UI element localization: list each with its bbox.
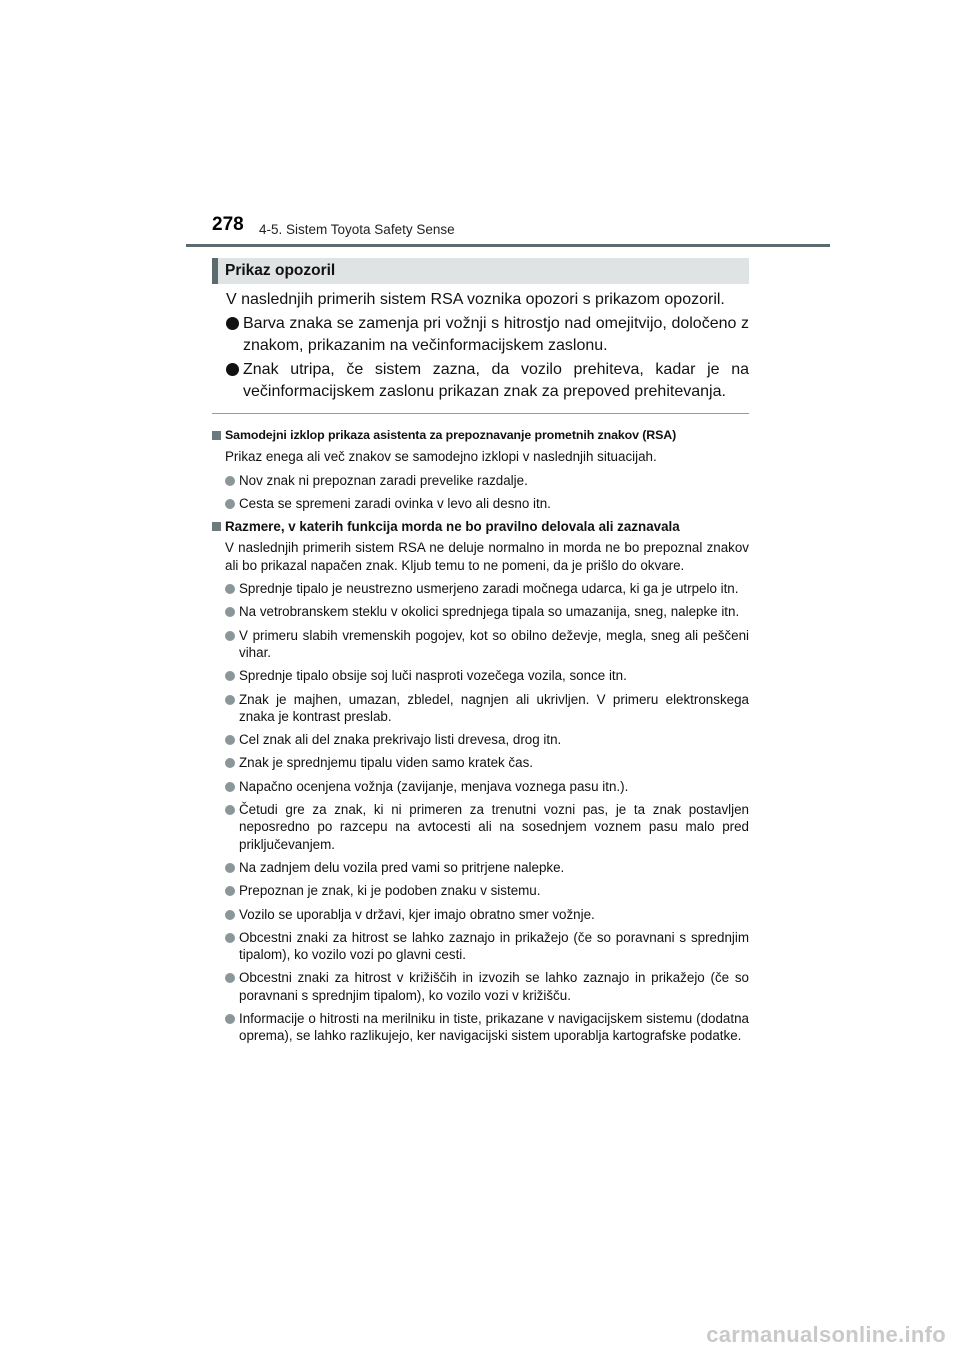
- square-bullet-icon: [212, 431, 221, 440]
- watermark: carmanualsonline.info: [706, 1322, 946, 1347]
- bullet-dot-icon: [225, 671, 235, 681]
- note-heading: [212, 518, 749, 535]
- bullet-dot-icon: [225, 584, 235, 594]
- box-divider: [212, 413, 749, 414]
- notes-section: [212, 427, 749, 1051]
- page-number: 278: [212, 214, 244, 235]
- bullet-dot-icon: [225, 910, 235, 920]
- bullet-dot-icon: [225, 782, 235, 792]
- list-item: [212, 882, 749, 899]
- list-item-text: Na vetrobranskem steklu v okolici sprednjega tipala so umazanija, sneg, nalepke itn.: [239, 604, 740, 620]
- list-item-text: Sprednje tipalo je neustrezno usmerjeno zaradi močnega udarca, ki ga je utrpelo itn.: [239, 581, 739, 597]
- bullet-dot-icon: [225, 631, 235, 641]
- bullet-dot-icon: [225, 499, 235, 509]
- list-item-text: Četudi gre za znak, ki ni primeren za trenutni vozni pas, je ta znak postavljen neposredno po razcepu na avtocesti ali na sosednjem voznem pasu malo pred priključevanjem.: [239, 802, 749, 852]
- box-bullet: [212, 359, 749, 403]
- bullet-dot-icon: [225, 735, 235, 745]
- note-heading-text: Razmere, v katerih funkcija morda ne bo pravilno delovala ali zaznavala: [225, 519, 680, 535]
- box-intro: V naslednjih primerih sistem RSA voznika opozori s prikazom opozoril.: [226, 291, 725, 308]
- bullet-dot-icon: [225, 476, 235, 486]
- header-divider: [186, 244, 830, 247]
- list-item-text: Vozilo se uporablja v državi, kjer imajo obratno smer vožnje.: [239, 906, 595, 922]
- bullet-dot-icon: [225, 607, 235, 617]
- list-item: [212, 906, 749, 923]
- list-item-text: V primeru slabih vremenskih pogojev, kot so obilno deževje, megla, sneg ali peščeni vihar.: [239, 627, 749, 660]
- section-label: 4-5. Sistem Toyota Safety Sense: [259, 222, 455, 237]
- list-item-text: Informacije o hitrosti na merilniku in tiste, prikazane v navigacijskem sistemu (dodatna oprema), se lahko razlikujejo, ker navigacijski sistem uporablja kartografske podatke.: [239, 1011, 749, 1044]
- page-header: [212, 214, 772, 240]
- box-bullet: [212, 313, 749, 357]
- list-item: [212, 778, 749, 795]
- list-item: [212, 969, 749, 1004]
- list-item-text: Napačno ocenjena vožnja (zavijanje, menjava voznega pasu itn.).: [239, 778, 629, 794]
- box-body: [212, 289, 749, 403]
- list-item: [212, 691, 749, 726]
- list-item: [212, 754, 749, 771]
- bullet-dot-icon: [225, 933, 235, 943]
- bullet-dot-icon: [225, 886, 235, 896]
- list-item: [212, 603, 749, 620]
- note-text: V naslednjih primerih sistem RSA ne deluje normalno in morda ne bo prepoznal znakov ali bo prikazal napačen znak. Kljub temu to ne pomeni, da je prišlo do okvare.: [225, 540, 749, 573]
- box-title-text: Prikaz opozoril: [225, 262, 336, 279]
- bullet-dot-icon: [225, 863, 235, 873]
- bullet-dot-icon: [225, 973, 235, 983]
- list-item-text: Obcestni znaki za hitrost se lahko zaznajo in prikažejo (če so poravnani s sprednjim tipalom), ko vozilo vozi po glavni cesti.: [239, 929, 749, 963]
- list-item: [212, 495, 749, 512]
- list-item: [212, 929, 749, 964]
- list-item: [212, 667, 749, 684]
- bullet-dot-icon: [225, 805, 235, 815]
- note-text: Prikaz enega ali več znakov se samodejno izklopi v naslednjih situacijah.: [225, 449, 657, 465]
- list-item: [212, 859, 749, 876]
- title-accent-bar: [212, 258, 218, 284]
- list-item: [212, 472, 749, 489]
- bullet-dot-icon: [226, 363, 239, 376]
- box-bullet-text: Znak utripa, če sistem zazna, da vozilo prehiteva, kadar je na večinformacijskem zaslonu prikazan znak za prepoved prehitevanja.: [243, 361, 749, 400]
- list-item-text: Na zadnjem delu vozila pred vami so pritrjene nalepke.: [239, 859, 565, 875]
- list-item: [212, 801, 749, 853]
- list-item: [212, 627, 749, 662]
- note-heading-text: Samodejni izklop prikaza asistenta za prepoznavanje prometnih znakov (RSA): [225, 428, 677, 442]
- box-title: [212, 258, 749, 284]
- bullet-dot-icon: [225, 695, 235, 705]
- list-item-text: Znak je majhen, umazan, zbledel, nagnjen ali ukrivljen. V primeru elektronskega znaka je kontrast preslab.: [239, 691, 749, 724]
- note-heading: [212, 427, 749, 444]
- bullet-dot-icon: [225, 758, 235, 768]
- list-item-text: Cesta se spremeni zaradi ovinka v levo ali desno itn.: [239, 495, 551, 511]
- bullet-dot-icon: [226, 317, 239, 330]
- box-bullet-text: Barva znaka se zamenja pri vožnji s hitrostjo nad omejitvijo, določeno z znakom, prikazanim na večinformacijskem zaslonu.: [243, 315, 749, 354]
- bullet-dot-icon: [225, 1014, 235, 1024]
- list-item-text: Prepoznan je znak, ki je podoben znaku v sistemu.: [239, 883, 541, 899]
- square-bullet-icon: [212, 522, 221, 531]
- list-item-text: Sprednje tipalo obsije soj luči nasproti vozečega vozila, sonce itn.: [239, 668, 627, 684]
- list-item-text: Nov znak ni prepoznan zaradi prevelike razdalje.: [239, 472, 528, 488]
- list-item-text: Znak je sprednjemu tipalu viden samo kratek čas.: [239, 755, 533, 771]
- list-item: [212, 580, 749, 597]
- list-item-text: Cel znak ali del znaka prekrivajo listi drevesa, drog itn.: [239, 732, 562, 748]
- list-item: [212, 731, 749, 748]
- list-item: [212, 1010, 749, 1045]
- list-item-text: Obcestni znaki za hitrost v križiščih in izvozih se lahko zaznajo in prikažejo (če so poravnani s sprednjim tipalom), ko vozilo vozi v križišču.: [239, 970, 749, 1003]
